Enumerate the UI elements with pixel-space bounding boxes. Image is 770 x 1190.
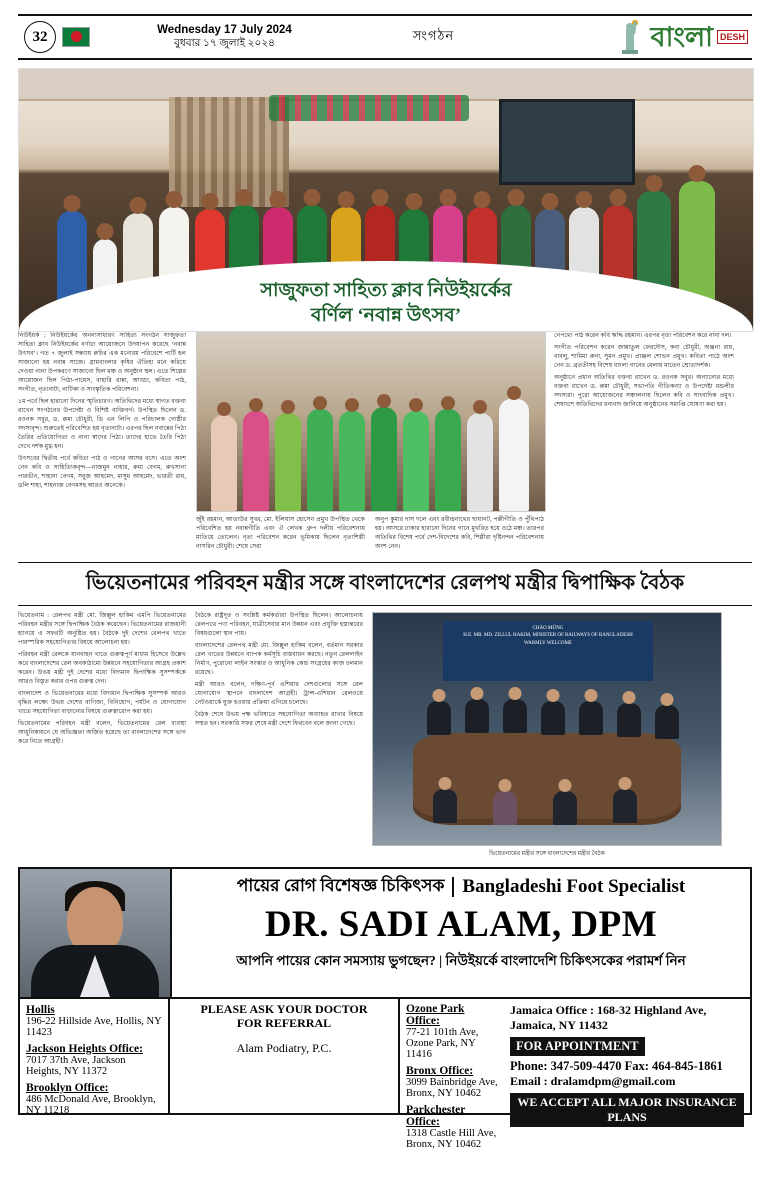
lead-para-3: উৎসবের দ্বিতীয় পর্বে কবিতা পাঠ ও গানের আসর বসে। এতে অংশ নেন কবি ও সাহিত্যিকবৃন্দ—নাজমুন নাহার, রুমা বেগম, রুখসানা পারভীন, শাহানা বেগম, সবুজ আহমেদ, মাসুম আহমেদ, ভারতী রায়, ডলি শাহা, শাহনাজ বেগমসহ আরও অনেকে। [18, 454, 186, 489]
lead-para-6: নেপথ্যে পাঠ করেন কবি ঋদ্ধি রহমান। এরপর নৃত্য পরিবেশন করে নানা দল। [554, 332, 732, 339]
ad-offices-left [20, 999, 170, 1115]
date-bangla: বুধবার ১৭ জুলাই ২০২৪ [174, 37, 275, 49]
lead-article [18, 332, 752, 555]
referral-line-2: FOR REFERRAL [236, 1015, 332, 1030]
masthead-left [18, 21, 120, 53]
secondary-photo [196, 332, 546, 512]
second-para-2: পরিবহন মন্ত্রী রেলকে যানবাহন খাতে গুরুত্বপূর্ণ মাধ্যম হিসেবে উল্লেখ করে বাংলাদেশের রেল অবকাঠামো উন্নয়নে সহযোগিতার আগ্রহ প্রকাশ করেন। উভয় মন্ত্রী দুই দেশের মধ্যে বিদ্যমান দ্বিপাক্ষিক সুসম্পর্ককে আরও বিস্তৃত করার ওপর গুরুত্ব দেন। [18, 650, 186, 685]
lead-para-2: ১ম পর্বে ছিল হারানো দিনের স্মৃতিচারণ। অতিথিদের মধ্যে স্বাগত বক্তব্য রাখেন সংগঠনের উপদেষ্টা ও বিশিষ্ট ব্যক্তিবর্গ। উপস্থিত ছিলেন ড. রওনক সবুর, ড. রুমা চৌধুরী, ডি এন লিপি ও পরিচালক গোষ্ঠীর সদস্যবৃন্দ। শুরুতেই পরিবেশিত হয় নৃত্যনাট্য। এরপর ছিল নবান্নের পিঠা তৈরির প্রতিযোগিতা ও নানা স্বাদের পিঠা। তাদের হাতে তৈরি পিঠা দেখে দর্শক মুগ্ধ হন। [18, 397, 186, 450]
floral-decoration [269, 95, 469, 121]
office-name: Jackson Heights Office: [26, 1042, 143, 1055]
office-entry [26, 1082, 162, 1116]
office-address: 3099 Bainbridge Ave, Bronx, NY 10462 [406, 1076, 498, 1099]
office-name: Bronx Office: [406, 1064, 474, 1077]
banner-line2: H.E. MR. MD. ZILLUL HAKIM, MINISTER OF RAILWAYS OF BANGLADESH [463, 633, 633, 639]
page-number: 32 [24, 21, 56, 53]
lead-column-4 [554, 332, 734, 555]
phone-number: Phone: 347-509-4470 Fax: 464-845-1861 [510, 1058, 723, 1073]
doctor-photo [20, 869, 172, 997]
second-para-1: ভিয়েতনাম : রেলপথ মন্ত্রী মো. জিল্লুল হাকিম এমপি ভিয়েতনামের পরিবহন মন্ত্রীর সঙ্গে দ্বিপাক্ষিক বৈঠক করেছেন। ভিয়েতনামের রাজধানী হ্যানয়ে এ সফরটি অনুষ্ঠিত হয়। বৈঠকে দুই দেশের রেলপথ খাতে পারস্পরিক সহযোগিতার বিষয়ে আলোচনা হয়। [18, 611, 186, 646]
office-name: Ozone Park Office: [406, 1002, 465, 1027]
logo-text: বাংলা [650, 21, 713, 52]
insurance-note: WE ACCEPT ALL MAJOR INSURANCE PLANS [510, 1093, 744, 1127]
ad-title-row [180, 873, 742, 901]
second-para-7: মন্ত্রী আরও বলেন, দক্ষিণ-পূর্ব এশিয়ার দেশগুলোর সঙ্গে রেল যোগাযোগ স্থাপনে বাংলাদেশ আগ্রহী। ট্রান্স-এশিয়ান রেলওয়ে নেটওয়ার্কে যুক্ত হওয়ার প্রক্রিয়া এগিয়ে চলেছে। [195, 680, 363, 706]
email-address[interactable]: Email : dralamdpm@gmail.com [510, 1073, 676, 1088]
title-divider [452, 877, 454, 897]
logo-badge: DESH [717, 30, 748, 44]
referral-line-1: PLEASE ASK YOUR DOCTOR [200, 1001, 368, 1016]
meeting-photo-caption: ভিয়েতনামের মন্ত্রীর সঙ্গে বাংলাদেশের মন্ত্রীর বৈঠক [489, 850, 605, 857]
second-article-headline: ভিয়েতনামের পরিবহন মন্ত্রীর সঙ্গে বাংলাদেশের রেলপথ মন্ত্রীর দ্বিপাক্ষিক বৈঠক [18, 563, 752, 606]
masthead [18, 14, 752, 60]
ad-body [20, 999, 750, 1150]
office-name: Brooklyn Office: [26, 1081, 109, 1094]
brand-name: Alam Podiatry, P.C. [236, 1040, 332, 1055]
ad-offices-right [400, 999, 504, 1150]
second-para-3: বাংলাদেশ ও ভিয়েতনামের মধ্যে বিদ্যমান দ্বিপাক্ষিক সুসম্পর্ক আরও বৃদ্ধির লক্ষ্যে উভয় দেশের বাণিজ্য, বিনিয়োগ, পর্যটন ও যোগাযোগ খাতে সহযোগিতা বাড়ানোর বিষয়ে গুরুত্বারোপ করা হয়। [18, 689, 186, 715]
lead-headline-line1: সাজুফতা সাহিত্য ক্লাব নিউইয়র্কের [260, 279, 512, 301]
office-address: 196-22 Hillside Ave, Hollis, NY 11423 [26, 1015, 162, 1038]
ad-en-title: Bangladeshi Foot Specialist [462, 875, 686, 897]
second-article [18, 612, 752, 859]
second-para-4: ভিয়েতনামের পরিবহন মন্ত্রী বলেন, ভিয়েতনামের রেল ব্যবস্থা আধুনিকায়নে যে অভিজ্ঞতা অর্জিত হয়েছে তা বাংলাদেশের সঙ্গে ভাগ করে নিতে আগ্রহী। [18, 719, 186, 745]
second-para-6: বাংলাদেশের রেলপথ মন্ত্রী মো. জিল্লুল হাকিম বলেন, বর্তমান সরকার রেল খাতের উন্নয়নে ব্যাপক কর্মসূচি বাস্তবায়ন করছে। নতুন রেললাইন নির্মাণ, পুরোনো লাইন সংস্কার ও আধুনিক কোচ সংগ্রহের কাজ চলমান রয়েছে। [195, 641, 363, 676]
second-para-8: বৈঠক শেষে উভয় পক্ষ ভবিষ্যতে সহযোগিতা অব্যাহত রাখার বিষয়ে সম্মত হন। সরকারি সফর শেষে মন্ত্রী দেশে ফিরবেন বলে জানা গেছে। [195, 710, 363, 727]
lead-column-3 [375, 516, 544, 555]
office-address: 1318 Castle Hill Ave, Bronx, NY 10462 [406, 1127, 497, 1150]
lead-headline-line2: বর্ণিল ‘নবান্ন উৎসব’ [310, 305, 462, 327]
meeting-photo [372, 612, 722, 846]
office-entry [26, 1004, 162, 1038]
lead-para-1: নিউইয়র্ক : নিউইয়র্কের অনন্যসাধারণ সাহিত্য সংগঠন সাজুফতা সাহিত্য ক্লাব নিউইয়র্কের বর্ণাঢ্য আয়োজনে উদযাপন করেছে ‘নবান্ন উৎসব’। গত ৭ জুলাই সন্ধ্যায় রুচির এক মনোরম পরিবেশে পার্টি হল সাজানো হয় নবান্ন সাজে। গ্রামবাংলার কৃষির ঐতিহ্য মনে করিয়ে দেওয়া নানা উপকরণে সাজানো ছিল মঞ্চ ও অনুষ্ঠান স্থল। এতে শিল্পের আয়োজন ছিল পিঠা-পায়েস, বাহারি রান্না, আড্ডা, কবিতা পাঠ, সংগীত, নৃত্যনাট্য, নাটিকা ও সাংস্কৃতিক পরিবেশনা। [18, 332, 186, 393]
lead-column-1 [18, 332, 186, 555]
statue-of-liberty-icon [617, 20, 643, 54]
second-column-2 [195, 612, 363, 859]
office-entry [406, 1065, 498, 1099]
office-entry [26, 1043, 162, 1077]
lead-para-5: অনুপ কুমার দাস দলে এবং রবীন্দ্রনাথের ছায়ানট, পল্লীগীতি ও পুঁথিপাঠ হয়। আসরে ঢাকার হারানো দিনের গানে মুখরিত হয়ে ওঠে মঞ্চ। তারপর অতিথির বিশেষ পর্বে দেশ-বিদেশের কবি, শিল্পীরা দৃষ্টিনন্দন পরিবেশনায় অংশ নেন। [375, 516, 544, 550]
lead-headline [19, 278, 753, 329]
office-address: 486 McDonald Ave, Brooklyn, NY 11218 [26, 1093, 156, 1116]
publication-logo [650, 21, 748, 52]
date-english: Wednesday 17 July 2024 [157, 24, 292, 37]
lead-middle-columns [196, 516, 544, 555]
lead-para-8: অনুষ্ঠানে প্রধান অতিথির বক্তব্য রাখেন ড. রওনক সবুর। অন্যান্যের মধ্যে বক্তব্য রাখেন ড. রুমা চৌধুরী, সভাপতি গীতিকন্যা ও উপদেষ্টা মন্ডলীর সদস্যরা। পুরো আয়োজনের সঞ্চালনায় ছিলেন কবি ও সাংবাদিক প্রমুখ। শেষাংশে অতিথিদের ধন্যবাদ জানিয়ে অনুষ্ঠানের সমাপ্তি ঘোষণা করা হয়। [554, 373, 734, 408]
ad-bn-title: পায়ের রোগ বিশেষজ্ঞ চিকিৎসক [236, 875, 445, 895]
second-column-1 [18, 612, 186, 859]
ad-bn-subline: আপনি পায়ের কোন সমস্যায় ভুগছেন? | নিউইয়র্কে বাংলাদেশি চিকিৎসকের পরামর্শ নিন [236, 952, 686, 968]
office-address: 7017 37th Ave, Jackson Heights, NY 11372 [26, 1054, 126, 1077]
office-name: Hollis [26, 1003, 55, 1016]
lead-middle-block [196, 332, 544, 555]
welcome-banner [443, 621, 653, 681]
lead-para-4: জুঁই রহমান, আতাউর সুবর, মো. ইলিয়াস হোসেন প্রমুখ উপস্থিত থেকে পরিবেশিত হয় নবান্নগীতি এবং ঐ লেখক গ্রুপ দলীয় পরিবেশনায় মাতিয়ে তোলেন। নৃত্য পরিবেশন করেন ভূমিকায় ছিলেন নৃত্যশিল্পী নাসরিন চৌধুরী। শেষে সেরা [196, 516, 365, 550]
section-name: সংগঠন [412, 27, 455, 43]
banner-line3: WARMLY WELCOME [524, 640, 572, 646]
ad-contact-block [504, 999, 750, 1124]
masthead-right [538, 20, 752, 54]
second-para-5: বৈঠকে রাষ্ট্রদূত ও সংশ্লিষ্ট কর্মকর্তারা উপস্থিত ছিলেন। আলোচনায় রেলপথে পণ্য পরিবহন, যাত্রীসেবার মান উন্নয়ন এবং প্রযুক্তি হস্তান্তরের বিষয়গুলো স্থান পায়। [195, 611, 363, 637]
appointment-label: FOR APPOINTMENT [510, 1037, 645, 1056]
office-entry [406, 1104, 498, 1150]
advertisement [18, 867, 752, 1150]
ad-heading-block [172, 869, 750, 997]
ad-header [20, 869, 750, 999]
ad-referral-block [170, 999, 400, 1115]
jamaica-office-line1: Jamaica Office : 168-32 Highland Ave, [510, 1002, 707, 1017]
jamaica-office-line2: Jamaica, NY 11432 [510, 1017, 608, 1032]
doctor-name: DR. SADI ALAM, DPM [264, 903, 658, 945]
meeting-photo-block [372, 612, 722, 859]
masthead-date [120, 24, 329, 49]
office-address: 77-21 101th Ave, Ozone Park, NY 11416 [406, 1026, 479, 1060]
lead-para-7: সংগীত পরিবেশন করেন জান্নাতুল ফেরদৌস, কনা চৌধুরী, অঞ্জনা রায়, বাবলু, শামিমা রুনা, সুমন প্রমুখ। প্রাঞ্জল শোভন প্রমুখ। কবিতা পাঠে অংশ নেন ড. ব্রততীসহ বিশেষ বাংলা গানের মেলায় মাতেন শ্রোতাদর্শক। [554, 343, 734, 369]
office-entry [406, 1003, 498, 1060]
bangladesh-flag-icon [62, 27, 90, 47]
lead-column-2 [196, 516, 365, 555]
office-name: Parkchester Office: [406, 1103, 466, 1128]
banner-line1: CHÀO MỪNG [532, 625, 564, 631]
lead-photo [18, 68, 754, 332]
